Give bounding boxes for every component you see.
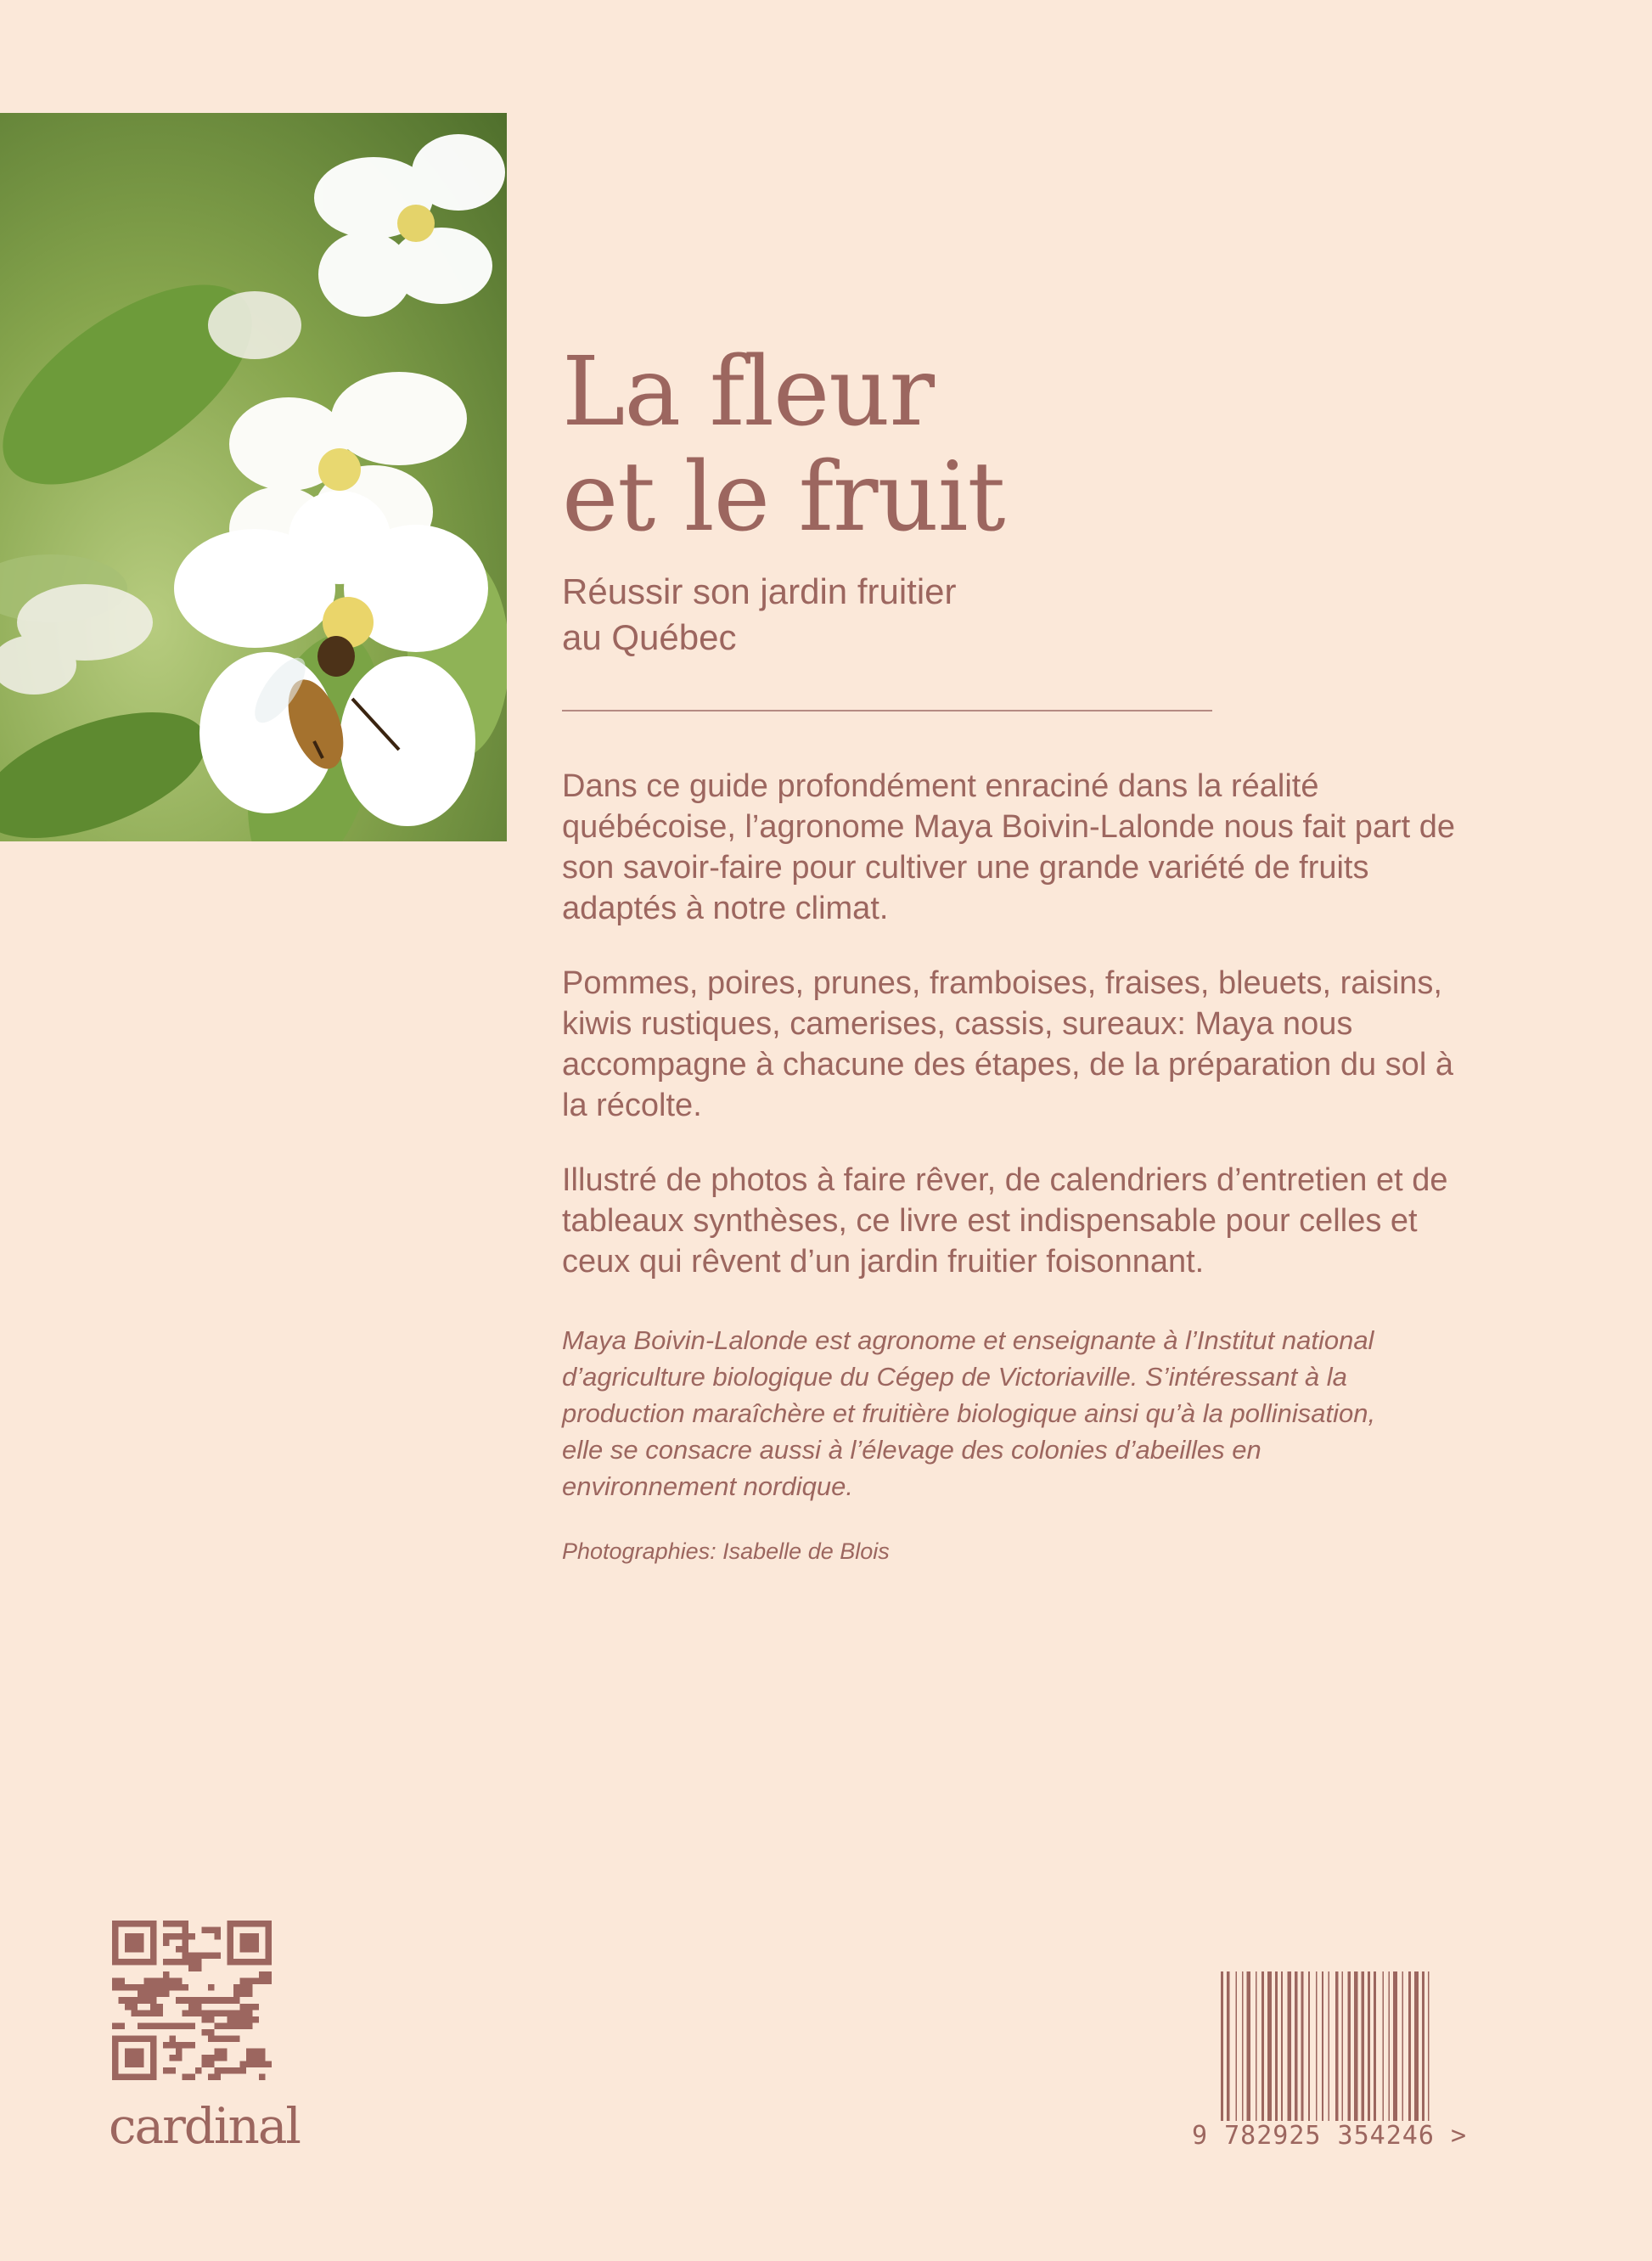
qr-code[interactable]	[112, 1921, 272, 2080]
cover-photo-apple-blossom-bee	[0, 113, 507, 841]
description-paragraph-2: Pommes, poires, prunes, framboises, fraises, bleuets, raisins, kiwis rustiques, camerises, cassis, sureaux: Maya nous accompagne à chacune des étapes, de la préparation du sol à la récolte.	[562, 965, 1453, 1123]
description-paragraph-3: Illustré de photos à faire rêver, de calendriers d’entretien et de tableaux synthèses, ce livre est indispensable pour celles et ceux qui rêvent d’un jardin fruitier foisonnant.	[562, 1162, 1448, 1280]
title-line-1: La fleur	[562, 337, 934, 447]
divider	[562, 710, 1212, 711]
subtitle-line-1: Réussir son jardin fruitier	[562, 571, 957, 611]
book-title	[562, 337, 1005, 553]
publisher-logo: cardinal	[109, 2097, 300, 2155]
title-line-2: et le fruit	[562, 442, 1005, 553]
barcode	[1217, 1971, 1436, 2141]
author-bio: Maya Boivin-Lalonde est agronome et enseignante à l’Institut national d’agriculture biologique du Cégep de Victoriaville. S’intéressant à la production maraîchère et fruitière biologique ainsi qu’à la pollinisation, elle se consacre aussi à l’élevage des colonies d’abeilles en environnement nordique.	[562, 1325, 1376, 1501]
photo-credit: Photographies: Isabelle de Blois	[562, 1538, 890, 1564]
subtitle-line-2: au Québec	[562, 617, 737, 657]
description	[562, 766, 1462, 1316]
book-subtitle	[562, 569, 1088, 661]
isbn-number: 9 782925 354246 >	[1192, 2121, 1468, 2151]
apple-blossom-illustration	[0, 113, 507, 841]
description-paragraph-1: Dans ce guide profondément enraciné dans la réalité québécoise, l’agronome Maya Boivin-Lalonde nous fait part de son savoir-faire pour cultiver une grande variété de fruits adaptés à notre climat.	[562, 768, 1455, 926]
